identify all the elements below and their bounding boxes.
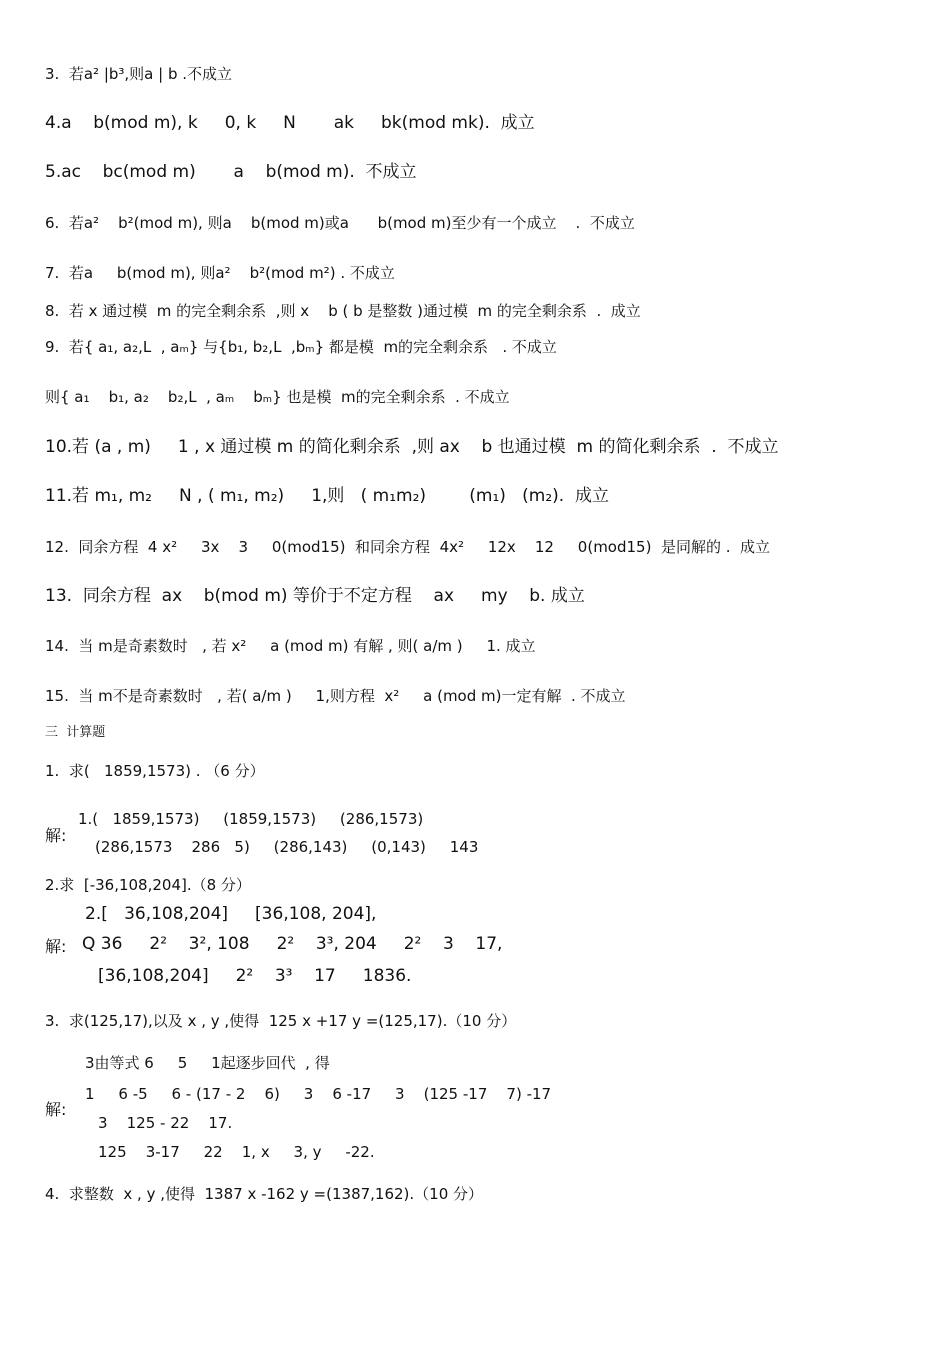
solution-1-line-1: 1.( 1859,1573) (1859,1573) (286,1573) bbox=[78, 810, 424, 828]
statement-12: 12. 同余方程 4 x² 3x 3 0(mod15) 和同余方程 4x² 12x 12 0(mod15) 是同解的 . 成立 bbox=[45, 538, 771, 556]
problem-1: 1. 求( 1859,1573) . （6 分） bbox=[45, 762, 265, 780]
statement-13: 13. 同余方程 ax b(mod m) 等价于不定方程 ax my b. 成立 bbox=[45, 586, 585, 606]
solution-3-label: 解: bbox=[45, 1100, 67, 1119]
statement-15: 15. 当 m不是奇素数时 , 若( a/m ) 1,则方程 x² a (mod m)一定有解 . 不成立 bbox=[45, 687, 626, 705]
solution-2-label: 解: bbox=[45, 937, 67, 956]
solution-3-line-3: 3 125 - 22 17. bbox=[98, 1114, 233, 1132]
solution-2-line-2: Q 36 2² 3², 108 2² 3³, 204 2² 3 17, bbox=[82, 934, 503, 954]
solution-1-line-2: (286,1573 286 5) (286,143) (0,143) 143 bbox=[95, 838, 479, 856]
solution-3-line-1: 3由等式 6 5 1起逐步回代 , 得 bbox=[85, 1054, 330, 1072]
problem-2: 2.求 [-36,108,204].（8 分） bbox=[45, 876, 251, 894]
section-heading: 三 计算题 bbox=[45, 725, 106, 740]
statement-14: 14. 当 m是奇素数时 , 若 x² a (mod m) 有解 , 则( a/m ) 1. 成立 bbox=[45, 637, 536, 655]
statement-9: 9. 若{ a₁, a₂,L , aₘ} 与{b₁, b₂,L ,bₘ} 都是模 m的完全剩余系 . 不成立 bbox=[45, 338, 557, 356]
problem-3: 3. 求(125,17),以及 x , y ,使得 125 x +17 y =(125,17).（10 分） bbox=[45, 1012, 517, 1030]
solution-3-line-4: 125 3-17 22 1, x 3, y -22. bbox=[98, 1143, 375, 1161]
solution-2-line-1: 2.[ 36,108,204] [36,108, 204], bbox=[85, 904, 377, 924]
statement-9-continued: 则{ a₁ b₁, a₂ b₂,L , aₘ bₘ} 也是模 m的完全剩余系 . 不成立 bbox=[45, 388, 510, 406]
statement-8: 8. 若 x 通过模 m 的完全剩余系 ,则 x b ( b 是整数 )通过模 m 的完全剩余系 . 成立 bbox=[45, 302, 641, 320]
statement-11: 11.若 m₁, m₂ N , ( m₁, m₂) 1,则 ( m₁m₂) (m₁) (m₂). 成立 bbox=[45, 486, 609, 506]
statement-7: 7. 若a b(mod m), 则a² b²(mod m²) . 不成立 bbox=[45, 264, 395, 282]
solution-3-line-2: 1 6 -5 6 - (17 - 2 6) 3 6 -17 3 (125 -17 7) -17 bbox=[85, 1085, 552, 1103]
statement-5: 5.ac bc(mod m) a b(mod m). 不成立 bbox=[45, 162, 417, 182]
solution-2-line-3: [36,108,204] 2² 3³ 17 1836. bbox=[98, 966, 412, 986]
statement-10: 10.若 (a , m) 1 , x 通过模 m 的简化剩余系 ,则 ax b 也通过模 m 的简化剩余系 . 不成立 bbox=[45, 437, 779, 457]
statement-6: 6. 若a² b²(mod m), 则a b(mod m)或a b(mod m)至少有一个成立 . 不成立 bbox=[45, 214, 635, 232]
problem-4: 4. 求整数 x , y ,使得 1387 x -162 y =(1387,162).（10 分） bbox=[45, 1185, 484, 1203]
statement-3: 3. 若a² |b³,则a | b .不成立 bbox=[45, 65, 233, 83]
solution-1-label: 解: bbox=[45, 826, 67, 845]
statement-4: 4.a b(mod m), k 0, k N ak bk(mod mk). 成立 bbox=[45, 113, 535, 133]
